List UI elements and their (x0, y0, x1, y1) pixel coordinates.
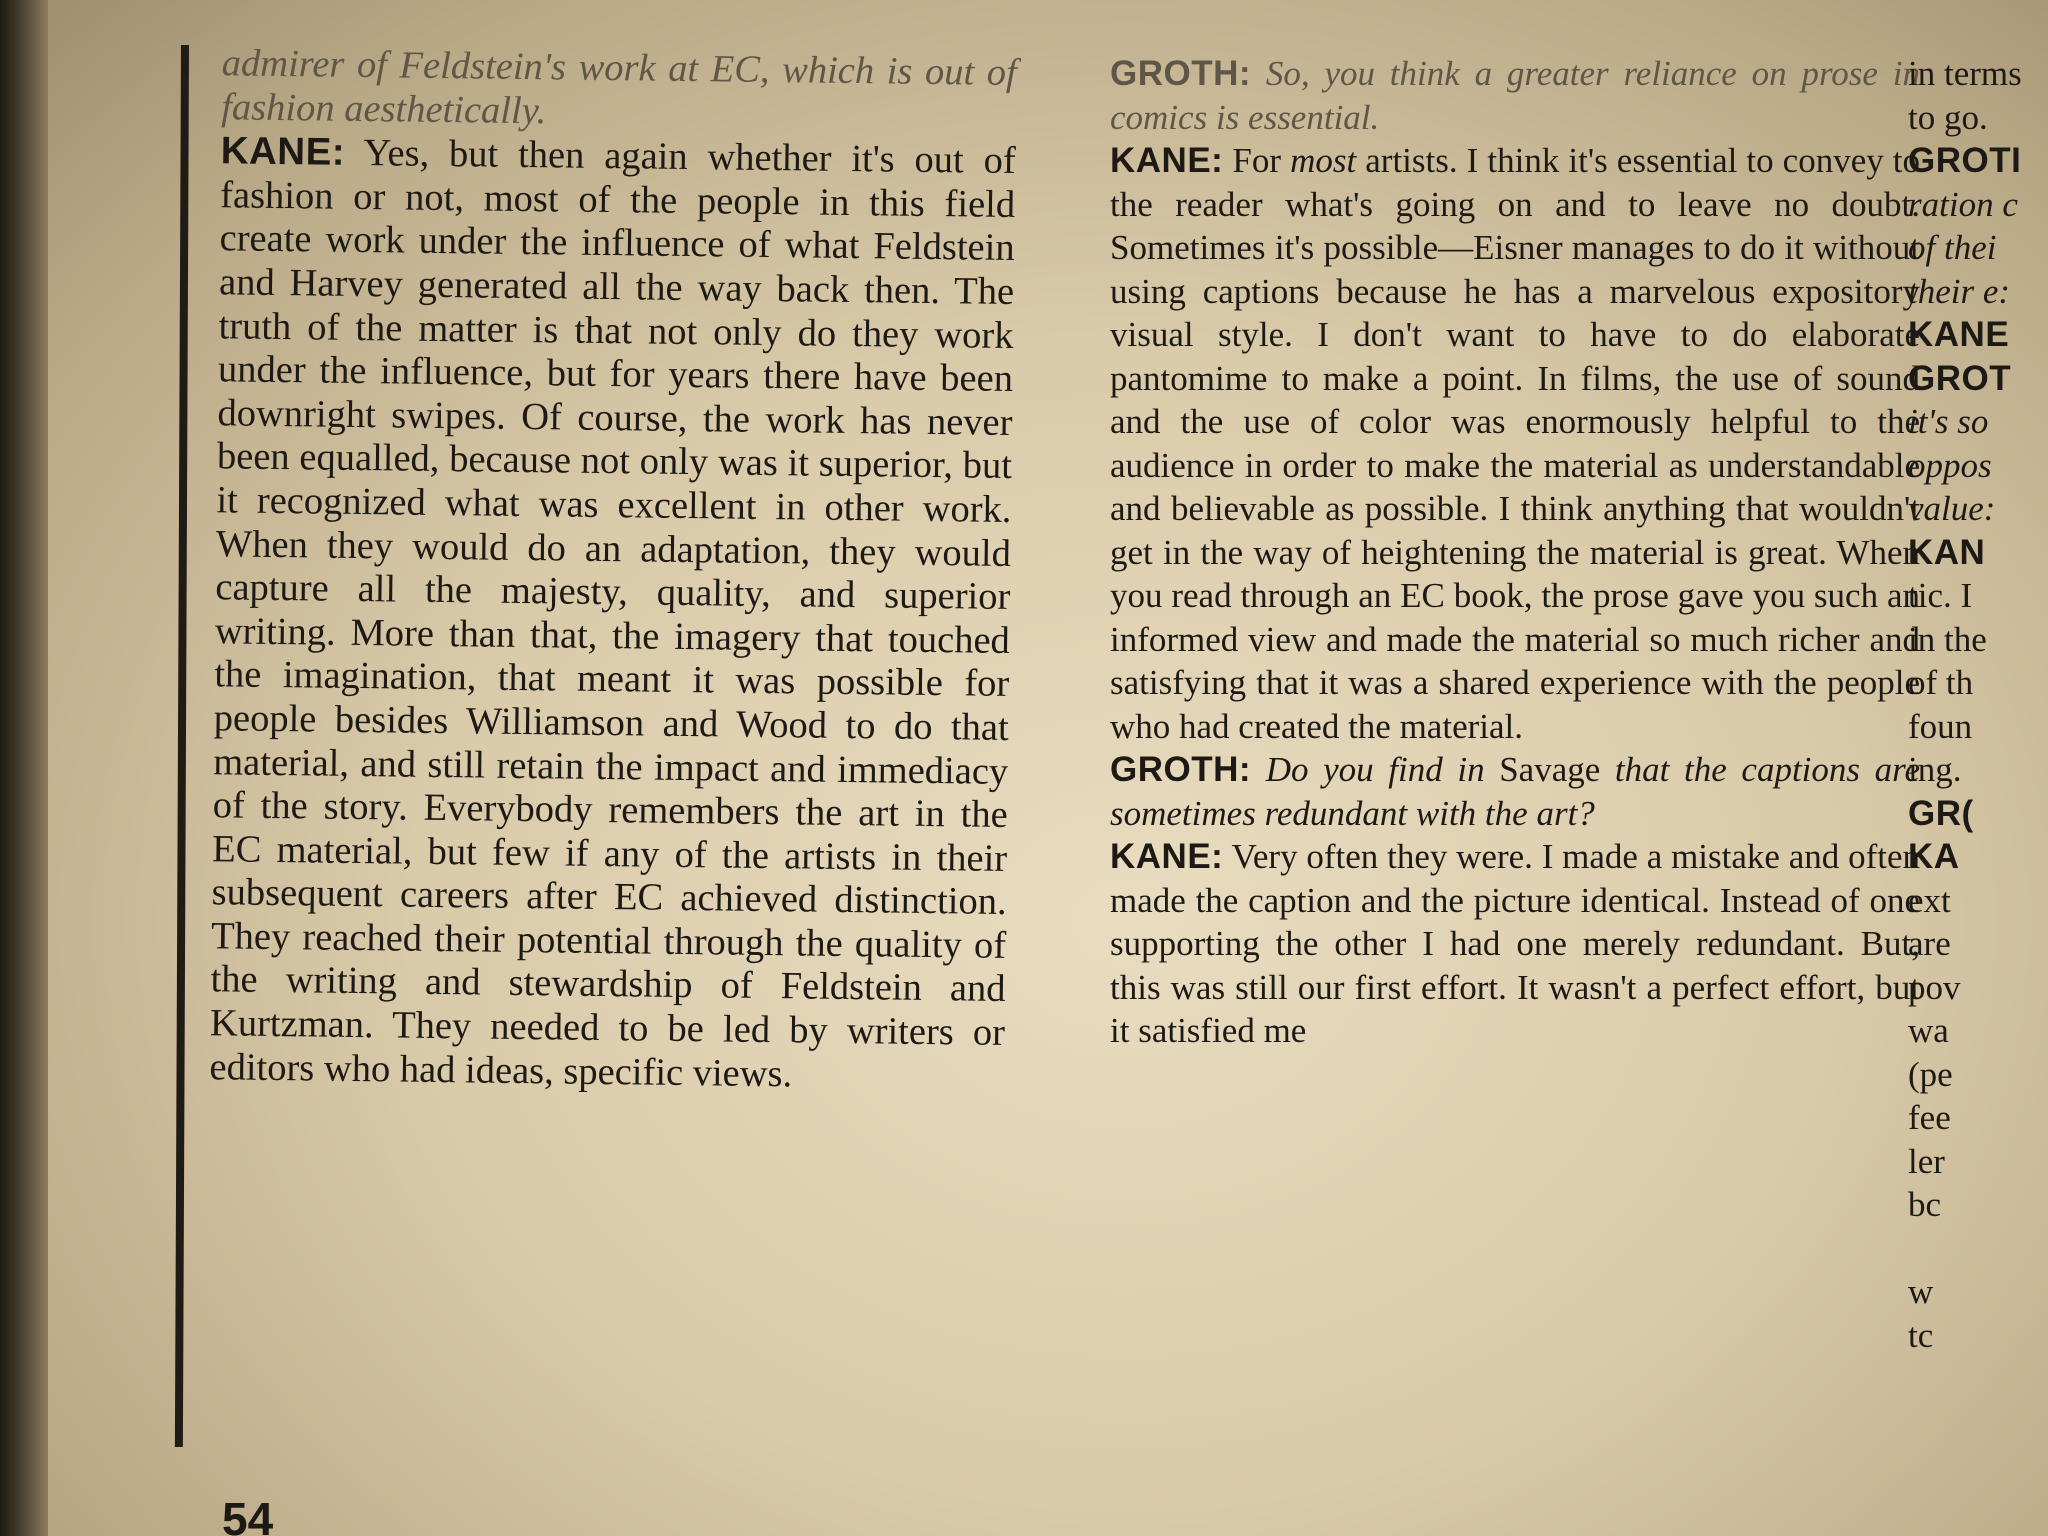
text-fragment: ration c (1908, 184, 2018, 224)
question-text: So, you think a greater reliance on prose in comics is essential. (1110, 54, 1920, 137)
text-fragment: to go. (1908, 97, 1988, 137)
question-continued: admirer of Feldstein's work at EC, which is out of fashion aesthetically. (221, 42, 1018, 132)
speaker-kane: KANE: (1110, 141, 1224, 180)
text-fragment: ing. (1908, 750, 1962, 789)
text-fragment: wa (1908, 1011, 1949, 1050)
column-middle (1110, 52, 1920, 1053)
emphasis-text: most (1290, 141, 1357, 180)
column-right-partial (1908, 52, 2048, 1357)
text-fragment: GROT (1908, 358, 2012, 398)
answer-text: artists. I think it's essential to convey to the reader what's going on and to leave no doubt. Sometimes it's possible—Eisner manages to do it without using captions because he has a marvelous expository visual style. I don't want to have to do elaborate pantomime to make a point. In films, the use of sound and the use of color was enormously helpful to the audience in order to make the material as understandable and believable as possible. I think anything that wouldn't get in the way of heightening the material is great. When you read through an EC book, the prose gave you such an informed view and made the material so much richer and satisfying that it was a shared experience with the people who had created the material. (1110, 141, 1921, 746)
text-fragment: foun (1908, 706, 1973, 746)
text-fragment: their e: (1908, 271, 2011, 311)
page-number: 54 (222, 1493, 274, 1536)
text-fragment: KA (1908, 837, 1960, 876)
groth-question (1110, 52, 1920, 139)
text-fragment: GROTI (1908, 141, 2022, 180)
speaker-kane: KANE: (1110, 837, 1224, 876)
text-fragment: fee (1908, 1098, 1951, 1137)
question-text: that the captions are sometimes redundant with the art? (1110, 750, 1921, 833)
book-title: Savage (1499, 750, 1601, 789)
text-fragment: of thei (1908, 228, 1997, 267)
text-fragment: oppos (1908, 445, 1992, 485)
answer-text: For (1232, 141, 1291, 180)
text-fragment: it's so (1908, 402, 1989, 441)
speaker-groth: GROTH: (1110, 750, 1252, 789)
column-left (209, 42, 1017, 1099)
vertical-rule (175, 45, 189, 1447)
question-text: Do you find in (1265, 750, 1500, 789)
answer-text: Very often they were. I made a mistake and often made the caption and the picture identical. Instead of one supporting the other I had one merely redundant. But, this was still our first effort. It wasn't a perfect effort, but it satisfied me (1110, 837, 1920, 1050)
groth-question (1110, 748, 1920, 835)
text-fragment: of th (1908, 663, 1974, 702)
text-fragment: w (1908, 1272, 1934, 1311)
kane-answer (1110, 139, 1920, 748)
text-fragment (1908, 1227, 2048, 1271)
text-fragment: (pe (1908, 1054, 1953, 1094)
text-fragment: ler (1908, 1141, 1945, 1181)
text-fragment: tic. I (1908, 576, 1973, 615)
text-fragment: pov (1908, 967, 1961, 1007)
answer-text: Yes, but then again whether it's out of fashion or not, most of the people in this field create work under the influence of what Feldstein and Harvey generated all the way back then. The truth of the matter is that not only do they work under the influence, but for years there have been downright swipes. Of course, the work has never been equalled, because not only was it superior, but it recognized what was excellent in other work. When they would do an adaptation, they would capture all the majesty, quality, and superior writing. More than that, the imagery that touched the imagination, that meant it was possible for people besides Williamson and Wood to do that material, and still retain the impact and immediacy of the story. Everybody remembers the art in the EC material, but few if any of the artists in their subsequent careers after EC achieved distinction. They reached their potential through the quality of the writing and stewardship of Feldstein and Kurtzman. They needed to be led by writers or editors who had ideas, specific views. (209, 132, 1016, 1095)
kane-answer (1110, 835, 1920, 1053)
text-fragment: in terms (1908, 54, 2022, 93)
text-fragment: bc (1908, 1185, 1942, 1224)
speaker-groth: GROTH: (1110, 54, 1252, 93)
text-fragment: GR( (1908, 793, 1974, 833)
text-fragment: tc (1908, 1315, 1934, 1355)
text-fragment: KANE (1908, 315, 2010, 354)
book-spine (0, 0, 48, 1536)
speaker-kane: KANE: (220, 129, 346, 174)
text-fragment: KAN (1908, 532, 1986, 572)
text-fragment: in the (1908, 619, 1987, 659)
kane-answer (209, 129, 1016, 1099)
text-fragment: ext (1908, 880, 1951, 920)
text-fragment: are (1908, 924, 1951, 963)
text-fragment: value: (1908, 489, 1996, 528)
